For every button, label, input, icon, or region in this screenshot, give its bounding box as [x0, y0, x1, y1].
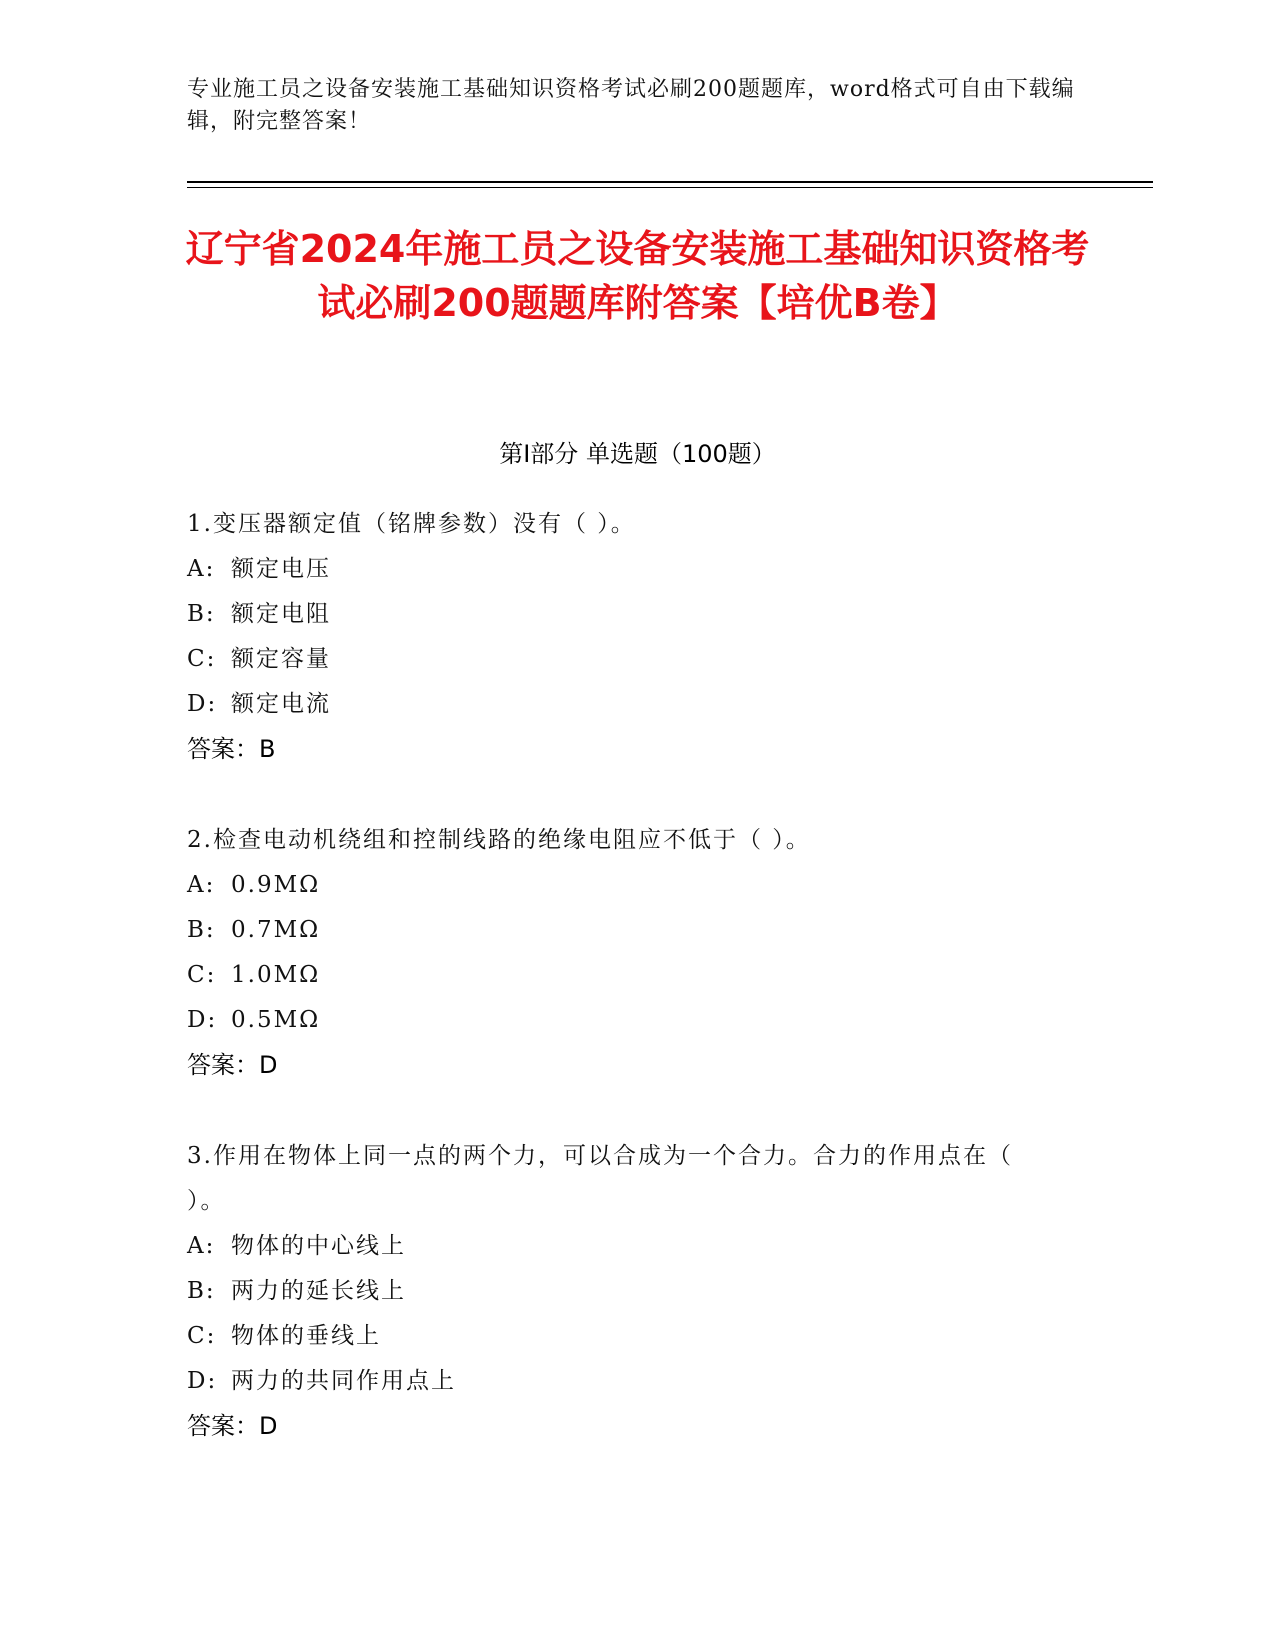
option-c [187, 953, 1087, 998]
option-text: 1.0MΩ [231, 962, 321, 988]
option-c [187, 637, 1087, 682]
question-stem: 1.变压器额定值（铭牌参数）没有（ ）。 [187, 511, 636, 537]
option-d [187, 998, 1087, 1043]
answer: 答案：D [187, 1412, 278, 1440]
option-text: 0.9MΩ [231, 872, 321, 898]
option-letter: D: [187, 691, 218, 717]
option-a [187, 547, 1087, 592]
option-text: 物体的中心线上 [231, 1233, 406, 1259]
option-b [187, 908, 1087, 953]
option-text: 物体的垂线上 [231, 1323, 381, 1349]
option-letter: B: [187, 601, 216, 627]
option-letter: B: [187, 1278, 216, 1304]
option-letter: A: [187, 872, 216, 898]
option-d [187, 682, 1087, 727]
answer: 答案：D [187, 1051, 278, 1079]
question-stem: 2.检查电动机绕组和控制线路的绝缘电阻应不低于（ ）。 [187, 827, 811, 853]
answer: 答案：B [187, 735, 276, 763]
option-d [187, 1359, 1087, 1404]
header-divider-thin [187, 187, 1153, 188]
option-text: 额定电流 [231, 691, 331, 717]
option-text: 额定容量 [231, 646, 331, 672]
option-text: 0.7MΩ [231, 917, 321, 943]
header-note: 专业施工员之设备安装施工基础知识资格考试必刷200题题库，word格式可自由下载编辑，附完整答案！ [187, 77, 1075, 134]
option-c [187, 1314, 1087, 1359]
option-b [187, 1269, 1087, 1314]
question-3 [187, 1134, 1087, 1449]
option-text: 额定电压 [231, 556, 331, 582]
section-heading: 第Ⅰ部分 单选题（100题） [499, 440, 776, 468]
option-a [187, 1224, 1087, 1269]
option-letter: A: [187, 1233, 216, 1259]
option-b [187, 592, 1087, 637]
document-title: 辽宁省2024年施工员之设备安装施工基础知识资格考试必刷200题题库附答案【培优B卷】 [185, 227, 1090, 325]
option-letter: C: [187, 1323, 217, 1349]
option-text: 额定电阻 [231, 601, 331, 627]
option-letter: A: [187, 556, 216, 582]
option-letter: C: [187, 646, 217, 672]
question-2 [187, 818, 1087, 1088]
option-text: 两力的共同作用点上 [231, 1368, 456, 1394]
question-stem: 3.作用在物体上同一点的两个力，可以合成为一个合力。合力的作用点在（ ）。 [187, 1143, 1013, 1214]
option-a [187, 863, 1087, 908]
option-text: 两力的延长线上 [231, 1278, 406, 1304]
header-divider-thick [187, 181, 1153, 183]
option-letter: B: [187, 917, 216, 943]
option-text: 0.5MΩ [231, 1007, 321, 1033]
option-letter: C: [187, 962, 217, 988]
option-letter: D: [187, 1007, 218, 1033]
option-letter: D: [187, 1368, 218, 1394]
question-1 [187, 502, 1087, 772]
